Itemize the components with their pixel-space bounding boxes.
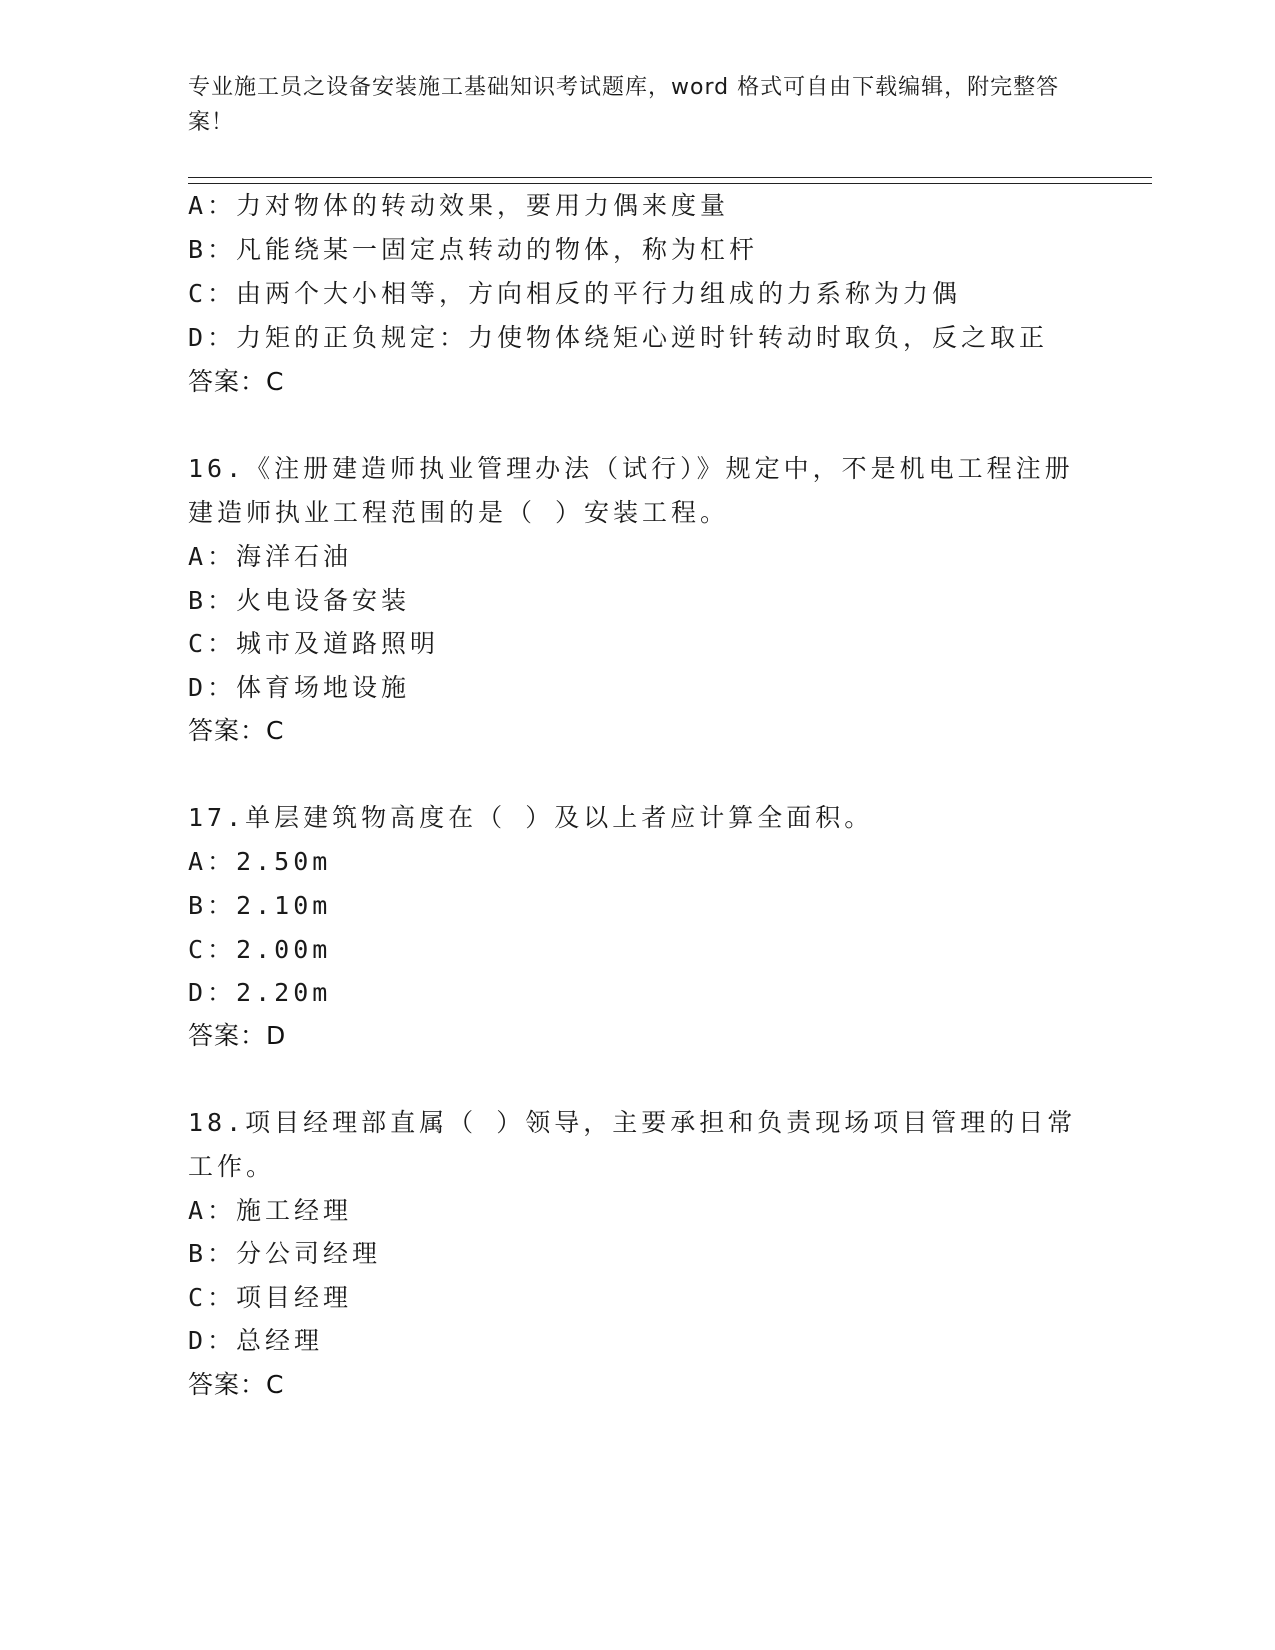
q18-option-b: B：分公司经理 (188, 1239, 382, 1268)
prev-option-d: D：力矩的正负规定：力使物体绕矩心逆时针转动时取负，反之取正 (188, 323, 1049, 352)
header-rule-top (188, 177, 1152, 178)
q16-stem-line2: 建造师执业工程范围的是（ ）安装工程。 (188, 498, 730, 527)
q16-stem-line1: 16.《注册建造师执业管理办法（试行）》规定中，不是机电工程注册 (188, 454, 1074, 483)
document-header: 专业施工员之设备安装施工基础知识考试题库，word 格式可自由下载编辑，附完整答案！ (188, 75, 1060, 135)
q18-option-d: D：总经理 (188, 1326, 324, 1355)
prev-option-c: C：由两个大小相等，方向相反的平行力组成的力系称为力偶 (188, 279, 962, 308)
q16-option-c: C：城市及道路照明 (188, 629, 440, 658)
q16-option-d: D：体育场地设施 (188, 673, 411, 702)
q18-option-a: A：施工经理 (188, 1196, 353, 1225)
q18-stem-line2: 工作。 (188, 1152, 276, 1181)
q17-option-c: C：2.00m (188, 935, 332, 964)
header-rule-bottom (188, 183, 1152, 184)
q18-stem-line1: 18.项目经理部直属（ ）领导，主要承担和负责现场项目管理的日常 (188, 1108, 1077, 1137)
prev-option-a: A：力对物体的转动效果，要用力偶来度量 (188, 191, 730, 220)
q18-option-c: C：项目经理 (188, 1283, 353, 1312)
q17-answer: 答案：D (188, 1021, 287, 1050)
q17-stem-line1: 17.单层建筑物高度在（ ）及以上者应计算全面积。 (188, 803, 874, 832)
q18-answer: 答案：C (188, 1370, 285, 1399)
q17-option-d: D：2.20m (188, 978, 332, 1007)
prev-answer: 答案：C (188, 367, 285, 396)
q17-option-a: A：2.50m (188, 847, 332, 876)
q16-answer: 答案：C (188, 716, 285, 745)
q17-option-b: B：2.10m (188, 891, 332, 920)
q16-option-a: A：海洋石油 (188, 542, 353, 571)
prev-option-b: B：凡能绕某一固定点转动的物体，称为杠杆 (188, 235, 759, 264)
q16-option-b: B：火电设备安装 (188, 586, 411, 615)
